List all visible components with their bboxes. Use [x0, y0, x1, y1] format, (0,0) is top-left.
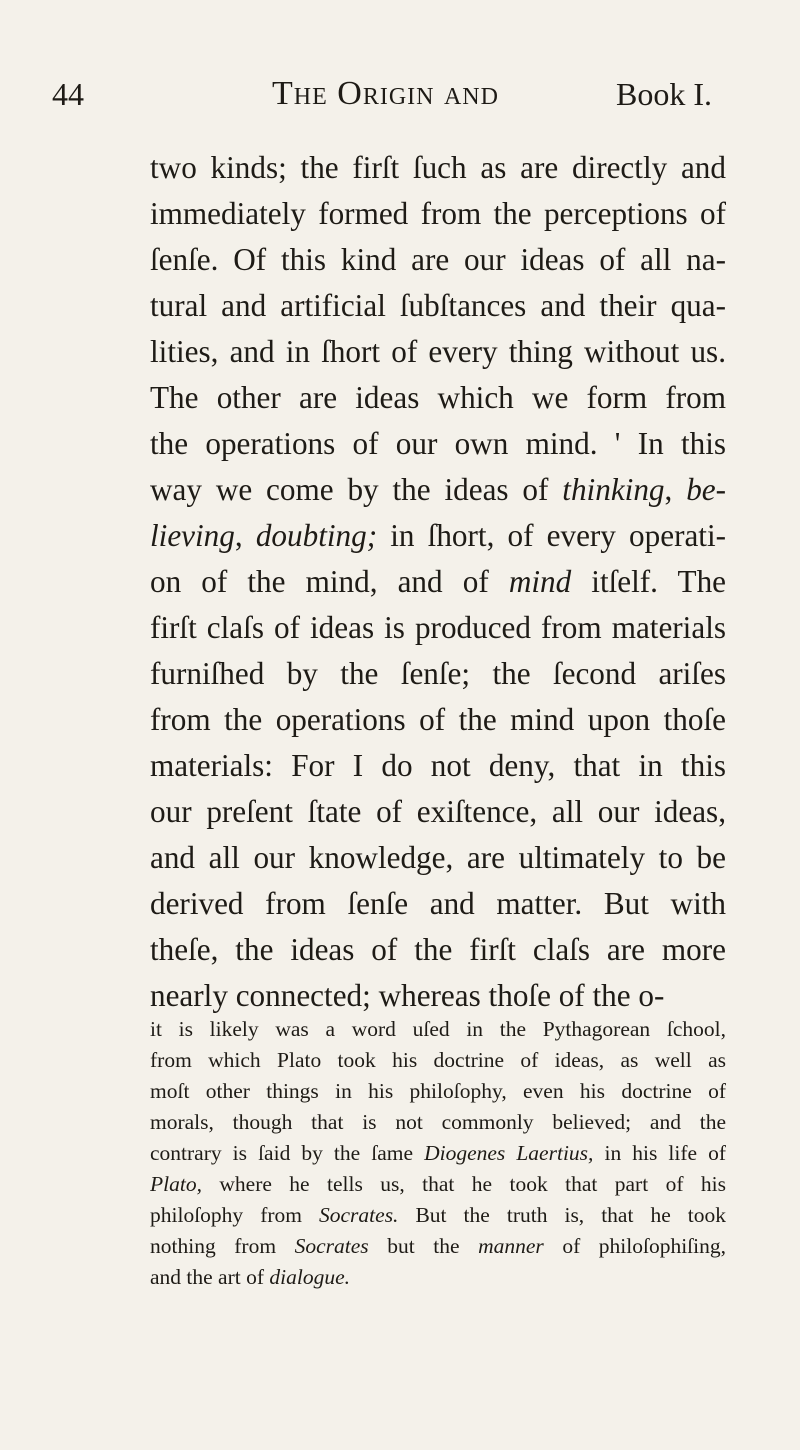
footnote — [150, 1014, 726, 1293]
page-number: 44 — [52, 76, 84, 112]
text-segment: where he tells us, that he took that part of his — [219, 1172, 726, 1196]
text-line: firſt claſs of ideas is produced from materials — [150, 610, 726, 645]
text-line: lieving, doubting; in ſhort, of every operati- — [150, 518, 726, 553]
italic-term: Diogenes Laertius, — [424, 1141, 594, 1165]
text-line: lities, and in ſhort of every thing without us. — [150, 334, 726, 369]
italic-term: manner — [478, 1234, 544, 1258]
italic-term: thinking — [562, 472, 665, 507]
footnote-line — [150, 1231, 726, 1262]
italic-term: Socrates. — [319, 1203, 399, 1227]
italic-term: be- — [686, 472, 726, 507]
running-header — [52, 64, 712, 124]
text-segment: way we come by the ideas of — [150, 472, 549, 507]
text-line: the operations of our own mind. ' In this — [150, 426, 726, 461]
text-line: nearly connected; whereas thoſe of the o- — [150, 978, 665, 1013]
text-segment: contrary is ſaid by the ſame — [150, 1141, 414, 1165]
text-line — [150, 559, 726, 605]
book-number: Book I. — [616, 76, 712, 112]
text-line: materials: For I do not deny, that in this — [150, 748, 726, 783]
footnote-line — [150, 1169, 726, 1200]
text-segment: philoſophy from — [150, 1203, 302, 1227]
text-segment: But the truth is, that he took — [415, 1203, 726, 1227]
text-line: our preſent ſtate of exiſtence, all our ideas, — [150, 794, 726, 829]
italic-term: Socrates — [294, 1234, 369, 1258]
text-line: ſenſe. Of this kind are our ideas of all na- — [150, 242, 726, 277]
text-segment: of philoſophiſing, — [562, 1234, 726, 1258]
footnote-line — [150, 1138, 726, 1169]
footnote-line: moſt other things in his philoſophy, even his doctrine of — [150, 1079, 726, 1103]
running-title: The Origin and — [272, 75, 499, 112]
text-line: tural and artificial ſubſtances and their qua- — [150, 288, 726, 323]
text-segment: and the art of — [150, 1265, 265, 1289]
italic-term: mind — [508, 564, 572, 599]
text-line: derived from ſenſe and matter. But with — [150, 886, 726, 921]
footnote-line: it is likely was a word uſed in the Pythagorean ſchool, — [150, 1017, 726, 1041]
text-segment: but the — [387, 1234, 460, 1258]
italic-term: lieving — [150, 518, 235, 553]
text-segment: in his life of — [604, 1141, 726, 1165]
text-segment: in ſhort, of every operati- — [390, 518, 726, 553]
text-line: theſe, the ideas of the firſt claſs are more — [150, 932, 726, 967]
footnote-line — [150, 1200, 726, 1231]
text-line: way we come by the ideas of thinking, be- — [150, 472, 726, 507]
footnote-line: from which Plato took his doctrine of ideas, as well as — [150, 1048, 726, 1072]
italic-term: Plato, — [150, 1172, 202, 1196]
italic-term: dialogue. — [269, 1265, 351, 1289]
text-line: The other are ideas which we form from — [150, 380, 726, 415]
footnote-line — [150, 1262, 726, 1293]
text-segment: nothing from — [150, 1234, 277, 1258]
text-line: from the operations of the mind upon thoſe — [150, 702, 726, 737]
footnote-line: morals, though that is not commonly believed; and the — [150, 1110, 726, 1134]
text-line: furniſhed by the ſenſe; the ſecond ariſes — [150, 656, 726, 691]
italic-term: doubting; — [255, 518, 378, 553]
text-line: immediately formed from the perceptions of — [150, 196, 726, 231]
text-line: two kinds; the firſt ſuch as are directly and — [150, 150, 726, 185]
main-text — [150, 145, 726, 1019]
text-segment: on of the mind, and of — [150, 564, 489, 599]
text-segment: itſelf. The — [591, 564, 726, 599]
text-line: and all our knowledge, are ultimately to be — [150, 840, 726, 875]
